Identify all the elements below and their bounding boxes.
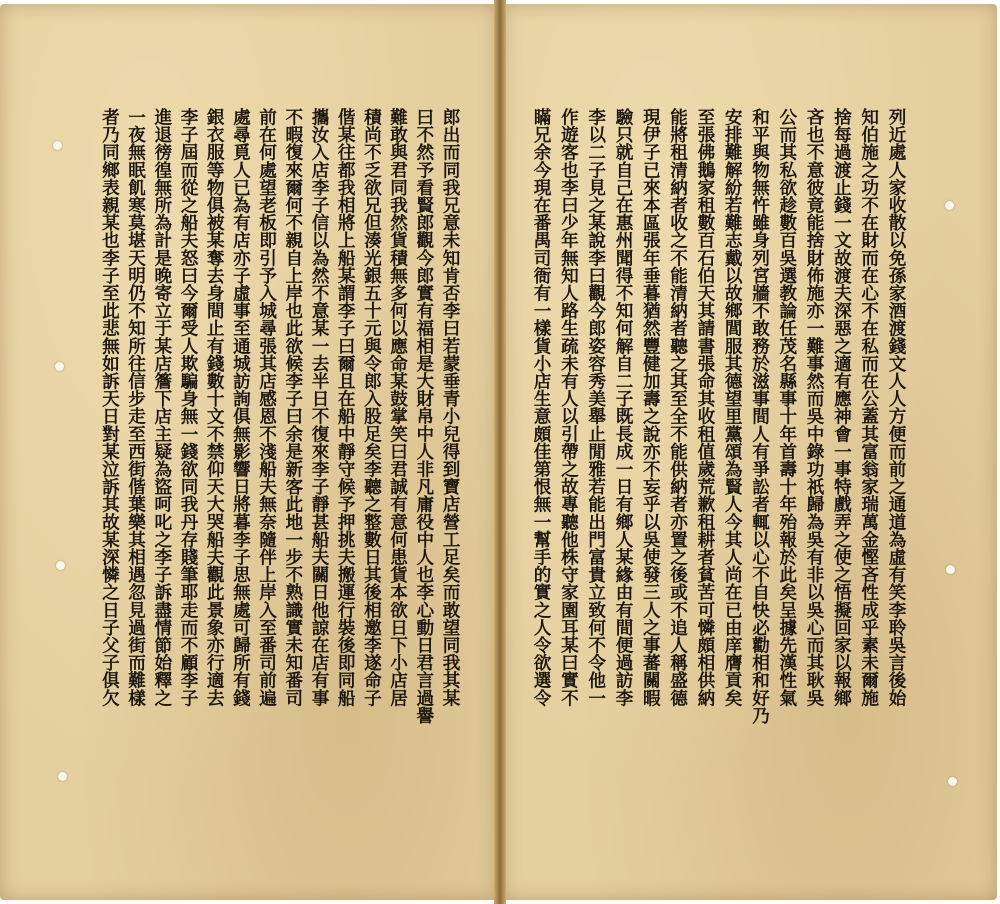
text-column: 難敢與君同我然貨積無多何以應命某鼓掌笑曰君誠有意何患貨本欲日下小店居 — [387, 108, 409, 707]
text-column: 和平與物無忤雖身列宮牆不敢務於滋事間人有爭訟者輒以心不自快必勸相和好乃 — [749, 108, 771, 724]
text-column: 安排難解紛若難志戴以故鄉閭服其德望里黨頌為賢人今其人尚在已由庠膺貢矣 — [722, 108, 744, 707]
text-column: 一夜無眠飢寒莫堪天明仍不知所往信步走至西街偕葉樂其相遇忽見過街而難樣 — [125, 108, 147, 707]
text-column: 處尋覓人已為有店亦子虛事至通城訪詢俱無影響日將暮李子思無處可歸所有錢 — [230, 108, 252, 707]
text-column: 驗只就自己在惠州聞得不知何解自二子既長成一日有鄉人某緣由有間便過訪李 — [613, 108, 634, 707]
text-column: 郎出而同我兄意未知肯否李曰若蒙垂青小兒得到寶店營工足矣而敢望同我其某 — [440, 108, 461, 707]
text-column: 現伊子已來本區張年垂暮猶然豐健加壽之說亦不妄乎以吳使發三人之事蕃關暇 — [640, 108, 662, 707]
text-column: 至張佛鵝家租數百石伯天其請書張命其收租值歲荒歉租耕者貧苦可憐頗相供納 — [694, 108, 716, 707]
text-column: 李子屆而從之船夫怒曰今爾受人欺騙身無一錢欲同我丹存賤筆耶走而不顧李子 — [178, 108, 199, 707]
text-column: 曰不然予看賢郎觀今郎實有福相是大財帛中人非凡庸役中人也李心動日君言過譽 — [413, 108, 435, 724]
binding-hole — [945, 201, 954, 210]
text-column: 捨每過渡止錢一文故渡夫深惡之適有應神會一事特戲弄之使之悟擬回家以報鄉 — [831, 108, 853, 707]
text-column: 瞞兄余今現在番禺司衙有一樣貨小店生意頗佳第恨無一幫手的實之人令欲選令 — [531, 108, 553, 707]
binding-hole — [58, 772, 67, 781]
text-column: 偕某往都我相將上船某謂李子曰爾且在船中靜守候予押挑夫搬運行裝後即同船 — [335, 108, 357, 707]
text-column: 吝也不意彼竟能捨財佈施亦一難事然而吳中錄功祇歸為吳有非以吳心而其耿吳 — [804, 108, 826, 707]
binding-hole — [56, 561, 65, 570]
text-column: 進退徬徨無所為計是晚寄立于某店簷下店主疑為盜呵叱之李子訴盡情節始釋之 — [151, 108, 173, 707]
binding-hole — [948, 777, 957, 786]
text-column: 前在何處望老板即引予入城尋張其店感恩不淺船夫無奈隨伴上岸入至番司前遍 — [256, 108, 278, 707]
text-column: 者乃同鄉表親某也李子至此悲無如訴天日對某泣訴其故某深憐之日子父子俱欠 — [99, 108, 121, 707]
binding-hole — [55, 362, 64, 371]
text-column: 列近處人家收散以免孫家酒渡錢文人人方便而前之通道為虛有笑李聆吳言後始 — [886, 108, 907, 707]
text-column: 攜汝入店李子信以為然不意某一去半日不復來李子靜甚船夫關日他諒在店有事 — [309, 108, 330, 707]
text-column: 公而其私欲趁數百吳選教論任茂名縣事十年首壽十年殆報於此矣呈據先漢性氣 — [776, 108, 798, 707]
text-column: 銀衣服等物俱被某奪去身間止有錢數十文不禁仰天大哭船夫觀此景象亦行適去 — [204, 108, 226, 707]
text-column: 知伯施之功不在財而在心不在私而在公蓋其富翁家瑞萬金慳吝性成乎素未爾施 — [858, 108, 880, 707]
text-column: 能將租清納者收之不能清納者聽之其至全不能供納者亦置之後或不追人稱盛德 — [667, 108, 689, 707]
text-column: 李以二子見之某說李曰觀今郎姿容秀美舉止閒雅若能出門富貴立致何不令他一 — [585, 108, 607, 707]
text-column: 不暇復來爾何不親自上岸也此欲候李子曰余是新客此地一步不熟識實未知番司 — [282, 108, 304, 707]
binding-hole — [946, 565, 955, 574]
text-column: 作遊客也李曰少年無知人路生疏未有人以引帶之故專聽他株守家園耳某曰實不 — [558, 108, 580, 707]
text-column: 積尚不乏欲兄但湊光銀五十元與令郎入股足矣李聽之整數日其後相邀李遂命子 — [361, 108, 383, 707]
book-gutter — [494, 0, 506, 904]
binding-hole — [53, 141, 62, 150]
